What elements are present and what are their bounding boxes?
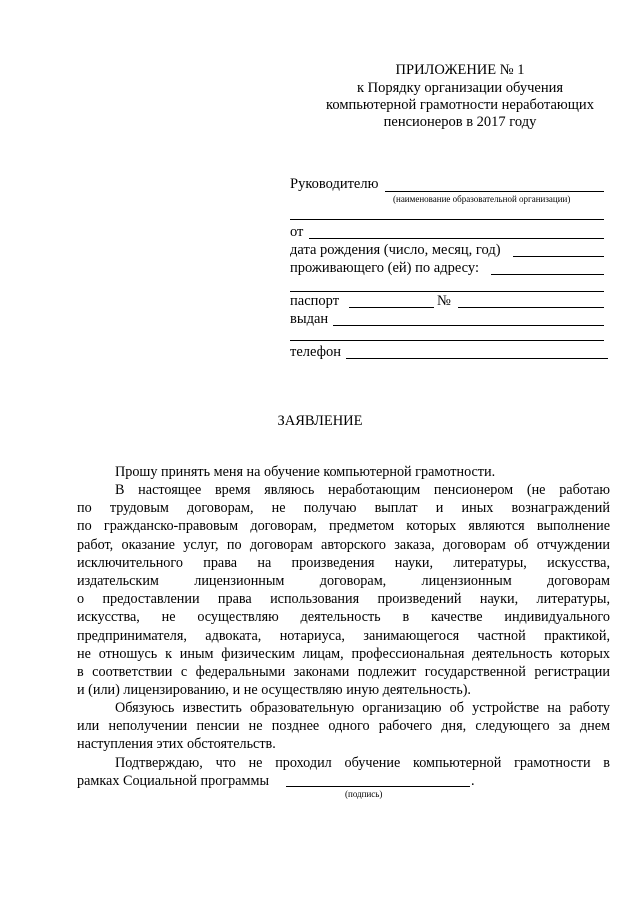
passport-number-field[interactable] bbox=[458, 307, 604, 308]
issued-by-field-extra[interactable] bbox=[290, 340, 604, 341]
body-line: Прошу принять меня на обучение компьютерной грамотности. bbox=[115, 464, 496, 480]
address-field-extra[interactable] bbox=[290, 291, 604, 292]
body-paragraph-4 bbox=[77, 754, 610, 772]
body-line: о предоставлении права использования произведений науки, литературы, bbox=[77, 591, 610, 608]
body-line: или неполучении пенсии не позднее одного рабочего дня, следующего за днем bbox=[77, 718, 610, 735]
head-label: Руководителю bbox=[290, 176, 379, 192]
phone-field[interactable] bbox=[346, 358, 608, 359]
passport-label: паспорт bbox=[290, 293, 340, 309]
issued-by-field[interactable] bbox=[333, 325, 604, 326]
signature-period: . bbox=[471, 773, 475, 789]
phone-label: телефон bbox=[290, 344, 342, 360]
social-program-label: рамках Социальной программы bbox=[77, 773, 270, 789]
body-line: в соответствии с федеральными законами подлежит государственной регистрации bbox=[77, 664, 610, 681]
body-line: работ, оказание услуг, по договорам авторского заказа, договорам об отчуждении bbox=[77, 536, 610, 553]
appendix-line: к Порядку организации обучения bbox=[356, 80, 564, 96]
body-line: по трудовым договорам, не получаю выплат и иных вознаграждений bbox=[77, 500, 610, 517]
birth-date-field[interactable] bbox=[513, 256, 604, 257]
issued-label: выдан bbox=[290, 311, 329, 327]
address-field[interactable] bbox=[491, 274, 604, 275]
body-line: наступления этих обстоятельств. bbox=[77, 736, 276, 753]
appendix-line: компьютерной грамотности неработающих bbox=[326, 97, 594, 113]
appendix-title: ПРИЛОЖЕНИЕ № 1 bbox=[395, 62, 525, 78]
body-line: исключительного права на произведения науки, литературы, искусства, bbox=[77, 554, 610, 571]
body-line: Обязуюсь известить образовательную организацию об устройстве на работу bbox=[115, 700, 610, 716]
head-org-field[interactable] bbox=[385, 191, 604, 192]
body-line: по гражданско-правовым договорам, предметом которых являются выполнение bbox=[77, 518, 610, 535]
passport-series-field[interactable] bbox=[349, 307, 434, 308]
head-org-field-extra[interactable] bbox=[290, 219, 604, 220]
document-title: ЗАЯВЛЕНИЕ bbox=[277, 413, 363, 429]
birth-date-label: дата рождения (число, месяц, год) bbox=[290, 242, 501, 258]
passport-number-label: № bbox=[437, 293, 451, 309]
head-org-caption: (наименование образовательной организации) bbox=[393, 194, 571, 204]
body-paragraph-2 bbox=[77, 481, 610, 699]
body-line: искусства, не осуществляю деятельность в качестве индивидуального bbox=[77, 609, 610, 626]
address-label: проживающего (ей) по адресу: bbox=[290, 260, 479, 276]
body-line: предпринимателя, адвоката, нотариуса, занимающегося частной практикой, bbox=[77, 627, 610, 644]
signature-field[interactable] bbox=[286, 786, 470, 787]
body-line: В настоящее время являюсь неработающим пенсионером (не работаю bbox=[115, 482, 610, 498]
body-line: и (или) лицензированию, и не осуществляю иную деятельность). bbox=[77, 682, 471, 699]
appendix-line: пенсионеров в 2017 году bbox=[383, 114, 537, 130]
applicant-name-field[interactable] bbox=[309, 238, 604, 239]
signature-caption: (подпись) bbox=[345, 789, 383, 799]
from-label: от bbox=[290, 224, 304, 240]
body-line: издательским лицензионным договорам, лицензионным договорам bbox=[77, 573, 610, 590]
body-paragraph-3 bbox=[77, 699, 610, 754]
body-line: Подтверждаю, что не проходил обучение компьютерной грамотности в bbox=[115, 755, 610, 771]
body-paragraph-1 bbox=[77, 463, 610, 481]
body-line: не отношусь к иным физическим лицам, профессиональная деятельность которых bbox=[77, 645, 610, 662]
